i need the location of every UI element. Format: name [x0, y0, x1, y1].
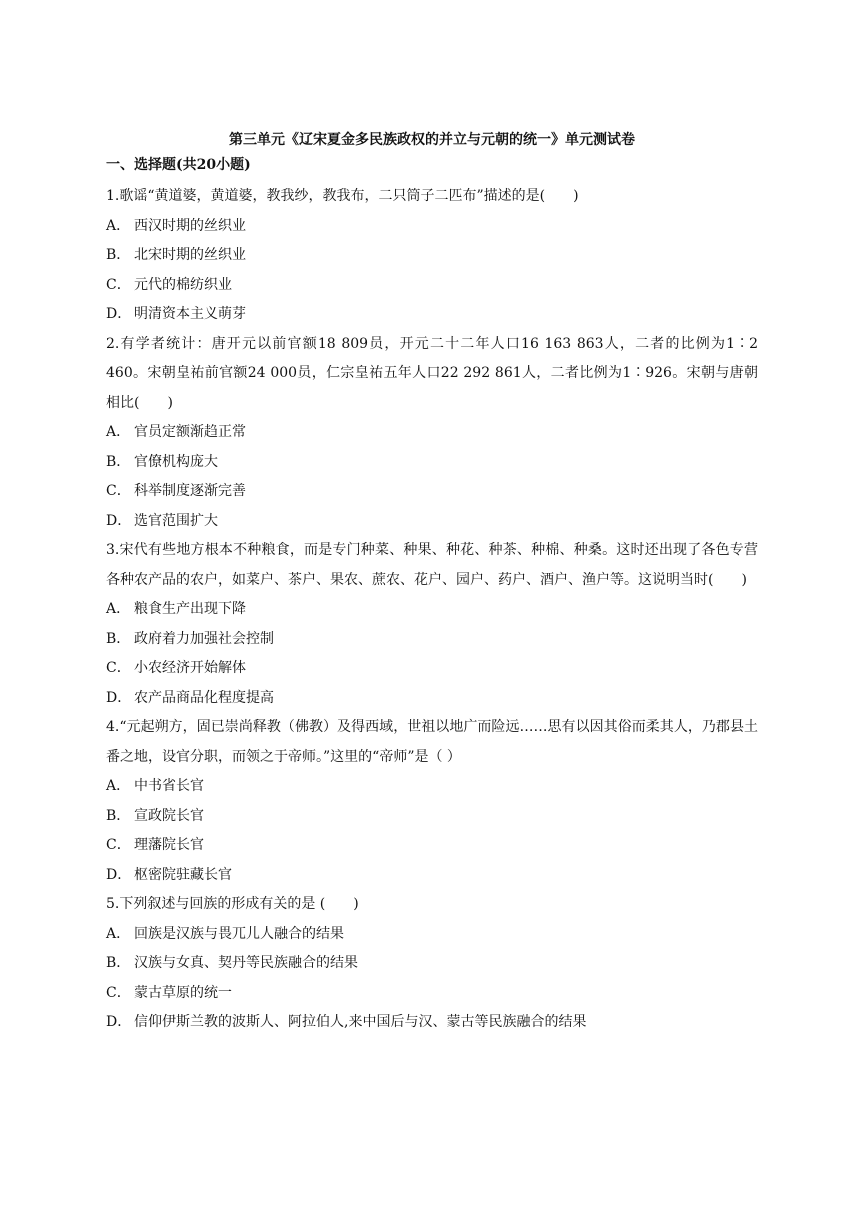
option-letter: B． — [106, 955, 131, 971]
option-text: 理藩院长官 — [134, 837, 204, 853]
option-a — [106, 418, 758, 448]
question-stem: 3.宋代有些地方根本不种粮食，而是专门种菜、种果、种花、种茶、种棉、种桑。这时还出现了各色专营各种农产品的农户，如菜户、茶户、果农、蔗农、花户、园户、药户、酒户、渔户等。这说明当时( ) — [106, 542, 758, 588]
option-a — [106, 772, 758, 802]
option-a — [106, 920, 758, 950]
option-text: 科举制度逐渐完善 — [134, 483, 246, 499]
option-letter: A． — [106, 424, 131, 440]
option-text: 汉族与女真、契丹等民族融合的结果 — [134, 955, 358, 971]
option-b — [106, 949, 758, 979]
option-letter: C． — [106, 276, 131, 293]
option-a — [106, 595, 758, 625]
option-text: 明清资本主义萌芽 — [134, 306, 246, 322]
option-d — [106, 861, 758, 891]
option-c — [106, 477, 758, 507]
option-letter: B． — [106, 247, 131, 263]
question-stem: 2.有学者统计：唐开元以前官额18 809员，开元二十二年人口16 163 863人，二者的比例为1∶2 460。宋朝皇祐前官额24 000员，仁宗皇祐五年人口22 292 861人，二者比例为1∶926。宋朝与唐朝相比( ) — [106, 335, 758, 411]
option-d — [106, 300, 758, 330]
option-letter: B． — [106, 630, 131, 647]
question-stem: 4.“元起朔方，固已崇尚释教（佛教）及得西域，世祖以地广而险远……思有以因其俗而柔其人，乃郡县土番之地，设官分职，而领之于帝师。”这里的“帝师”是（ ） — [106, 719, 758, 765]
option-d — [106, 684, 758, 714]
option-text: 元代的棉纺织业 — [134, 276, 232, 293]
option-letter: A． — [106, 925, 131, 942]
option-d — [106, 507, 758, 537]
option-text: 宣政院长官 — [134, 807, 204, 824]
option-text: 农产品商品化程度提高 — [134, 689, 274, 706]
option-letter: A． — [106, 601, 131, 617]
option-b — [106, 448, 758, 478]
option-a — [106, 212, 758, 242]
section-title: 一、选择题(共20小题) — [106, 157, 251, 173]
question-5 — [106, 890, 758, 1038]
option-text: 北宋时期的丝织业 — [134, 247, 246, 263]
option-c — [106, 831, 758, 861]
option-c — [106, 271, 758, 301]
option-letter: C． — [106, 837, 131, 853]
option-text: 政府着力加强社会控制 — [134, 630, 274, 647]
option-b — [106, 241, 758, 271]
option-letter: D． — [106, 306, 132, 322]
option-c — [106, 654, 758, 684]
option-text: 官员定额渐趋正常 — [134, 424, 246, 440]
option-text: 西汉时期的丝织业 — [134, 217, 246, 234]
option-text: 蒙古草原的统一 — [134, 984, 232, 1001]
option-text: 信仰伊斯兰教的波斯人、阿拉伯人,来中国后与汉、蒙古等民族融合的结果 — [134, 1014, 587, 1030]
question-3 — [106, 536, 758, 713]
option-letter: C． — [106, 660, 131, 676]
option-text: 官僚机构庞大 — [134, 453, 218, 470]
question-stem: 1.歌谣“黄道婆，黄道婆，教我纱，教我布，二只筒子二匹布”描述的是( ) — [106, 188, 579, 204]
option-d — [106, 1008, 758, 1038]
option-text: 小农经济开始解体 — [134, 660, 246, 676]
option-c — [106, 979, 758, 1009]
option-text: 粮食生产出现下降 — [134, 601, 246, 617]
page-title: 第三单元《辽宋夏金多民族政权的并立与元朝的统一》单元测试卷 — [229, 132, 635, 148]
option-letter: A． — [106, 217, 131, 234]
option-letter: D． — [106, 1014, 132, 1030]
option-text: 中书省长官 — [134, 778, 204, 794]
option-letter: B． — [106, 453, 131, 470]
question-stem: 5.下列叙述与回族的形成有关的是 ( ) — [106, 896, 359, 912]
option-text: 选官范围扩大 — [134, 512, 218, 529]
document-content — [106, 130, 758, 1038]
option-letter: D． — [106, 512, 132, 529]
option-letter: B． — [106, 807, 131, 824]
option-letter: D． — [106, 866, 132, 883]
question-2 — [106, 330, 758, 537]
question-1 — [106, 182, 758, 330]
question-4 — [106, 713, 758, 890]
option-letter: A． — [106, 778, 131, 794]
option-letter: C． — [106, 984, 131, 1001]
option-b — [106, 802, 758, 832]
option-letter: C． — [106, 483, 131, 499]
option-text: 回族是汉族与畏兀儿人融合的结果 — [134, 925, 344, 942]
option-text: 枢密院驻藏长官 — [134, 866, 232, 883]
option-letter: D． — [106, 689, 132, 706]
option-b — [106, 625, 758, 655]
